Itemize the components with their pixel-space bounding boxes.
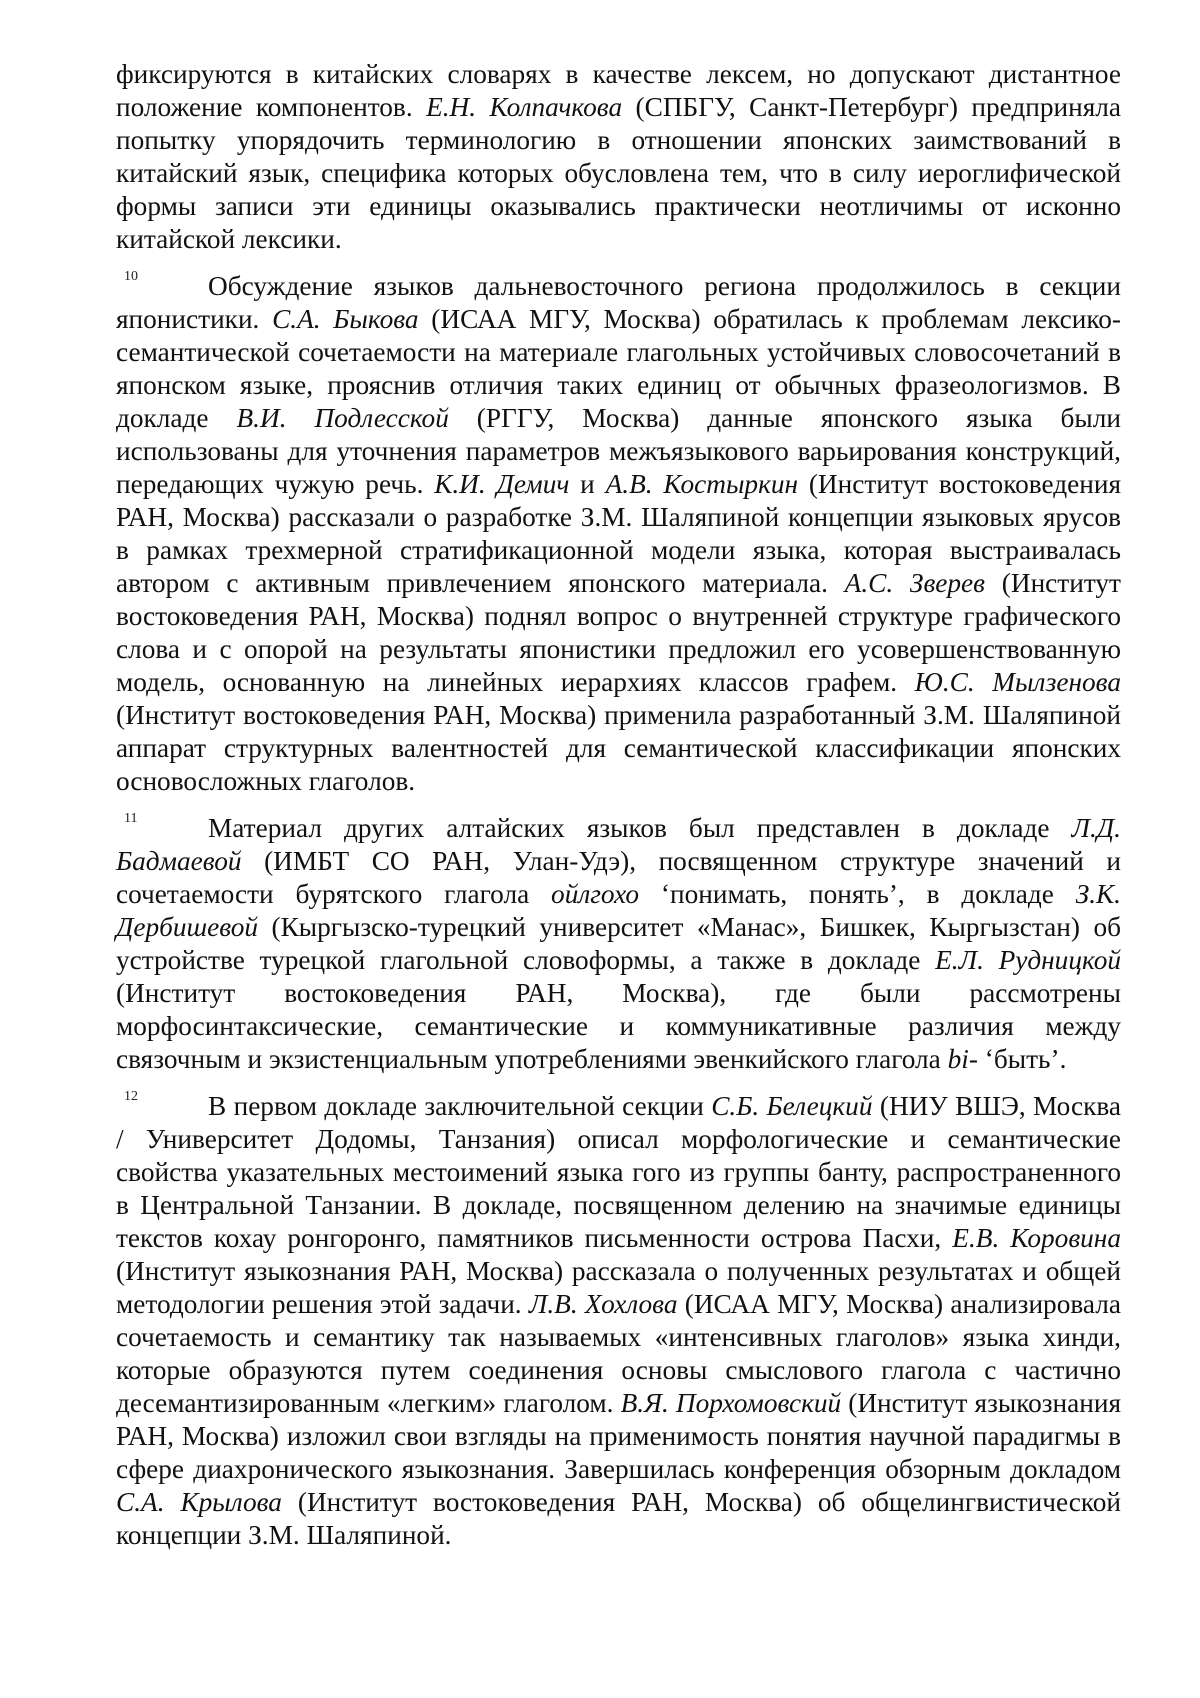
- text-run: (Институт востоковедения РАН, Москва) рассказали о разработке З.М. Шаляпиной концепции языковых ярусов в рамках трехмерной стратификационной модели языка, которая выстраивалась автором с активным привлечением японского материала.: [116, 469, 1121, 598]
- author-name: А.В. Костыркин: [606, 469, 798, 499]
- paragraph-10: [116, 270, 1121, 798]
- paragraph-number: 10: [124, 268, 138, 286]
- author-name: Е.В. Коровина: [952, 1223, 1121, 1253]
- text-run: (СПБГУ, Санкт-Петербург) предприняла попытку упорядочить терминологию в отношении японских заимствований в китайский язык, специфика которых обусловлена тем, что в силу иероглифической формы записи эти единицы оказывались практически неотличимы от исконно китайской лексики.: [116, 92, 1121, 254]
- author-name: А.С. Зверев: [845, 568, 985, 598]
- text-run: В первом докладе заключительной секции: [208, 1091, 711, 1121]
- author-name: С.Б. Белецкий: [711, 1091, 872, 1121]
- text-run: (Институт востоковедения РАН, Москва) поднял вопрос о внутренней структуре графического слова и с опорой на результаты японистики предложил его усовершенствованную модель, основанную на линейных иерархиях классов графем.: [116, 568, 1121, 697]
- paragraph-number: 12: [124, 1088, 138, 1106]
- text-run: (ИСАА МГУ, Москва) анализировала сочетаемость и семантику так называемых «интенсивных глаголов» языка хинди, которые образуются путем соединения основы смыслового глагола с частично десемантизированным «легким» глаголом.: [116, 1289, 1121, 1418]
- text-run: (Институт востоковедения РАН, Москва) об общелингвистической концепции З.М. Шаляпиной.: [116, 1487, 1121, 1550]
- text-run: фиксируются в китайских словарях в качестве лексем, но допускают дистантное положение компонентов.: [116, 59, 1121, 122]
- text-run: (ИСАА МГУ, Москва) обратилась к проблемам лексико-семантической сочетаемости на материале глагольных устойчивых словосочетаний в японском языке, прояснив отличия таких единиц от обычных фразеологизмов. В докладе: [116, 304, 1121, 433]
- paragraph-number: 11: [124, 810, 137, 828]
- author-name: К.И. Демич: [434, 469, 569, 499]
- text-run: (Институт востоковедения РАН, Москва), где были рассмотрены морфосинтаксические, семантические и коммуникативные различия между связочным и экзистенциальным употреблениями эвенкийского глагола: [116, 978, 1121, 1074]
- paragraph-11: [116, 812, 1121, 1076]
- author-name: Л.В. Хохлова: [529, 1289, 678, 1319]
- text-run: (ИМБТ СО РАН, Улан-Удэ), посвященном структуре значений и сочетаемости бурятского глагола: [116, 846, 1121, 909]
- author-name: Л.Д. Бадмаевой: [116, 813, 1121, 876]
- author-name: В.И. Подлесской: [236, 403, 448, 433]
- paragraph-continued: [116, 58, 1121, 256]
- text-run: (НИУ ВШЭ, Москва / Университет Додомы, Танзания) описал морфологические и семантические свойства указательных местоимений языка гого из группы банту, распространенного в Центральной Танзании. В докладе, посвященном делению на значимые единицы текстов кохау ронгоронго, памятников письменности острова Пасхи,: [116, 1091, 1121, 1253]
- text-run: Обсуждение языков дальневосточного региона продолжилось в секции японистики.: [116, 271, 1121, 334]
- text-run: Материал других алтайских языков был представлен в докладе: [208, 813, 1071, 843]
- author-name: Е.Л. Рудницкой: [935, 945, 1121, 975]
- text-run: (Институт языкознания РАН, Москва) рассказала о полученных результатах и общей методологии решения этой задачи.: [116, 1256, 1121, 1319]
- text-run: (РГГУ, Москва) данные японского языка были использованы для уточнения параметров межъязыкового варьирования конструкций, передающих чужую речь.: [116, 403, 1121, 499]
- author-name: С.А. Быкова: [272, 304, 419, 334]
- text-run: ‘быть’.: [978, 1044, 1066, 1074]
- example-word: bi-: [948, 1044, 978, 1074]
- document-page: [116, 58, 1121, 1566]
- text-run: ‘понимать, понять’, в докладе: [639, 879, 1076, 909]
- author-name: З.К. Дербишевой: [116, 879, 1121, 942]
- author-name: С.А. Крылова: [116, 1487, 282, 1517]
- text-run: (Институт востоковедения РАН, Москва) применила разработанный З.М. Шаляпиной аппарат структурных валентностей для семантической классификации японских основосложных глаголов.: [116, 700, 1121, 796]
- example-word: ойлгохо: [551, 879, 639, 909]
- text-run: и: [569, 469, 605, 499]
- text-run: (Институт языкознания РАН, Москва) изложил свои взгляды на применимость понятия научной парадигмы в сфере диахронического языкознания. Завершилась конференция обзорным докладом: [116, 1388, 1121, 1484]
- author-name: В.Я. Порхомовский: [621, 1388, 842, 1418]
- author-name: Е.Н. Колпачкова: [426, 92, 622, 122]
- paragraph-12: [116, 1090, 1121, 1552]
- author-name: Ю.С. Мылзенова: [915, 667, 1121, 697]
- text-run: (Кыргызско-турецкий университет «Манас», Бишкек, Кыргызстан) об устройстве турецкой глагольной словоформы, а также в докладе: [116, 912, 1121, 975]
